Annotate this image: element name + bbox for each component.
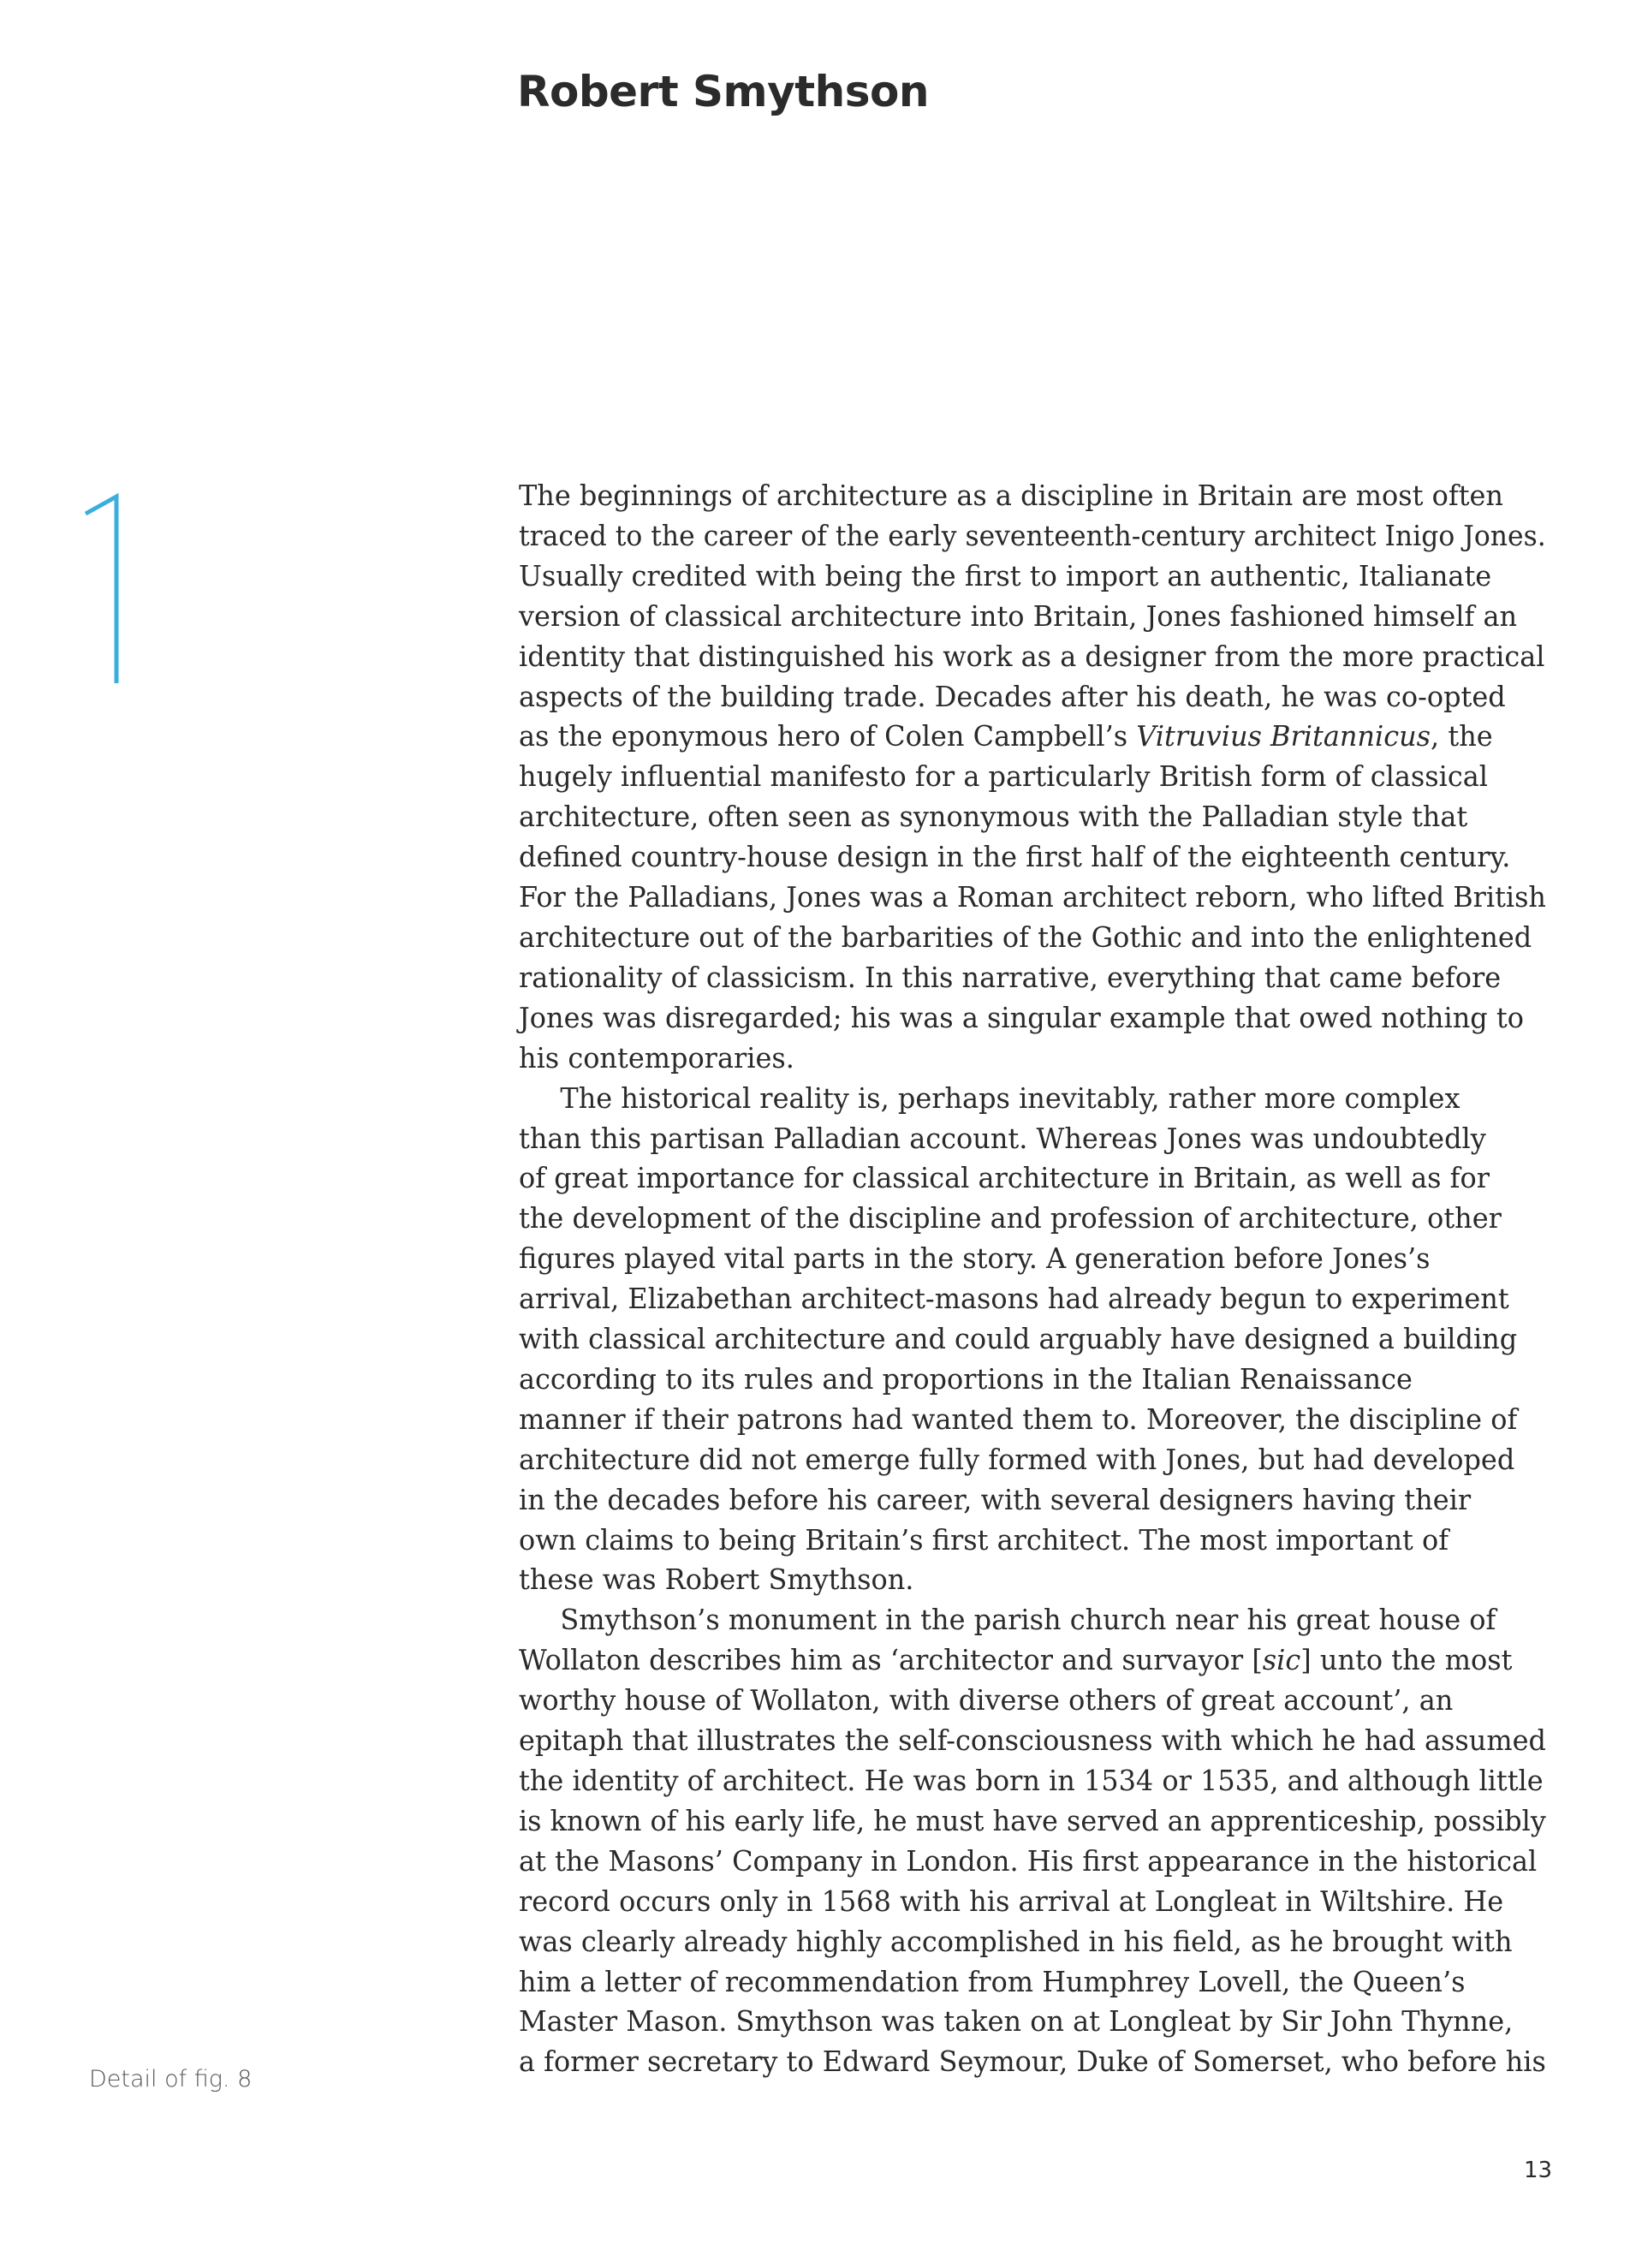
text-line: traced to the career of the early seventeenth-century architect Inigo Jones. [519,518,1546,552]
text-line: according to its rules and proportions in the Italian Renaissance [519,1361,1413,1396]
text-line: his contemporaries. [519,1040,794,1074]
text-line: figures played vital parts in the story. A generation before Jones’s [519,1241,1431,1276]
text-line: epitaph that illustrates the self-consciousness with which he had assumed [519,1723,1546,1758]
text-line: a former secretary to Edward Seymour, Duke of Somerset, who before his [519,2045,1546,2079]
sic-note: sic [1262,1643,1301,1677]
text-line: worthy house of Wollaton, with diverse others of great account’, an [519,1683,1454,1717]
figure-caption: Detail of fig. 8 [89,2066,253,2092]
text-line: him a letter of recommendation from Humphrey Lovell, the Queen’s [519,1964,1466,1998]
text-line: identity that distinguished his work as a designer from the more practical [519,639,1545,673]
text-line: hugely influential manifesto for a particularly British form of classical [519,759,1489,794]
body-text [519,476,1580,2082]
book-title: Vitruvius Britannicus [1136,719,1431,753]
text-line: is known of his early life, he must have served an apprenticeship, possibly [519,1803,1546,1837]
text-line: Wollaton describes him as ‘architector and survayor [sic] unto the most [519,1643,1513,1677]
paragraph-start: Smythson’s monument in the parish church near his great house of [560,1603,1496,1637]
text-line: manner if their patrons had wanted them to. Moreover, the discipline of [519,1402,1518,1436]
text-line: in the decades before his career, with several designers having their [519,1482,1472,1516]
paragraph-start: The historical reality is, perhaps inevitably, rather more complex [560,1080,1460,1115]
chapter-number-1 [79,488,139,693]
text-line: was clearly already highly accomplished in his field, as he brought with [519,1924,1513,1958]
text-line: the identity of architect. He was born in 1534 or 1535, and although little [519,1764,1544,1797]
text-line: Usually credited with being the first to import an authentic, Italianate [519,558,1492,592]
text-line: architecture did not emerge fully formed with Jones, but had developed [519,1442,1515,1476]
text-line: record occurs only in 1568 with his arrival at Longleat in Wiltshire. He [519,1884,1504,1918]
text-line: architecture, often seen as synonymous with the Palladian style that [519,800,1468,834]
text-line: Master Mason. Smythson was taken on at Longleat by Sir John Thynne, [519,2004,1514,2039]
text-line: architecture out of the barbarities of the Gothic and into the enlightened [519,920,1532,954]
chapter-title: Robert Smythson [517,67,929,116]
text-line: these was Robert Smythson. [519,1563,914,1597]
text-line: own claims to being Britain’s first architect. The most important of [519,1522,1449,1557]
text-line: of great importance for classical architecture in Britain, as well as for [519,1161,1490,1195]
text-line: arrival, Elizabethan architect-masons had already begun to experiment [519,1282,1509,1316]
text-line: version of classical architecture into Britain, Jones fashioned himself an [519,598,1518,633]
text-line: The beginnings of architecture as a discipline in Britain are most often [519,479,1504,512]
text-line: defined country-house design in the first half of the eighteenth century. [519,840,1511,874]
text-line: as the eponymous hero of Colen Campbell’s Vitruvius Britannicus, the [519,719,1493,753]
text-line: at the Masons’ Company in London. His first appearance in the historical [519,1843,1538,1878]
text-line: For the Palladians, Jones was a Roman architect reborn, who lifted British [519,880,1546,914]
text-line: the development of the discipline and profession of architecture, other [519,1201,1502,1235]
text-line: aspects of the building trade. Decades after his death, he was co-opted [519,679,1506,713]
text-line: Jones was disregarded; his was a singular example that owed nothing to [519,1000,1524,1034]
page-number: 13 [1524,2158,1553,2183]
text-line: than this partisan Palladian account. Whereas Jones was undoubtedly [519,1121,1486,1155]
text-line: rationality of classicism. In this narrative, everything that came before [519,960,1502,994]
text-line: with classical architecture and could arguably have designed a building [519,1322,1518,1356]
